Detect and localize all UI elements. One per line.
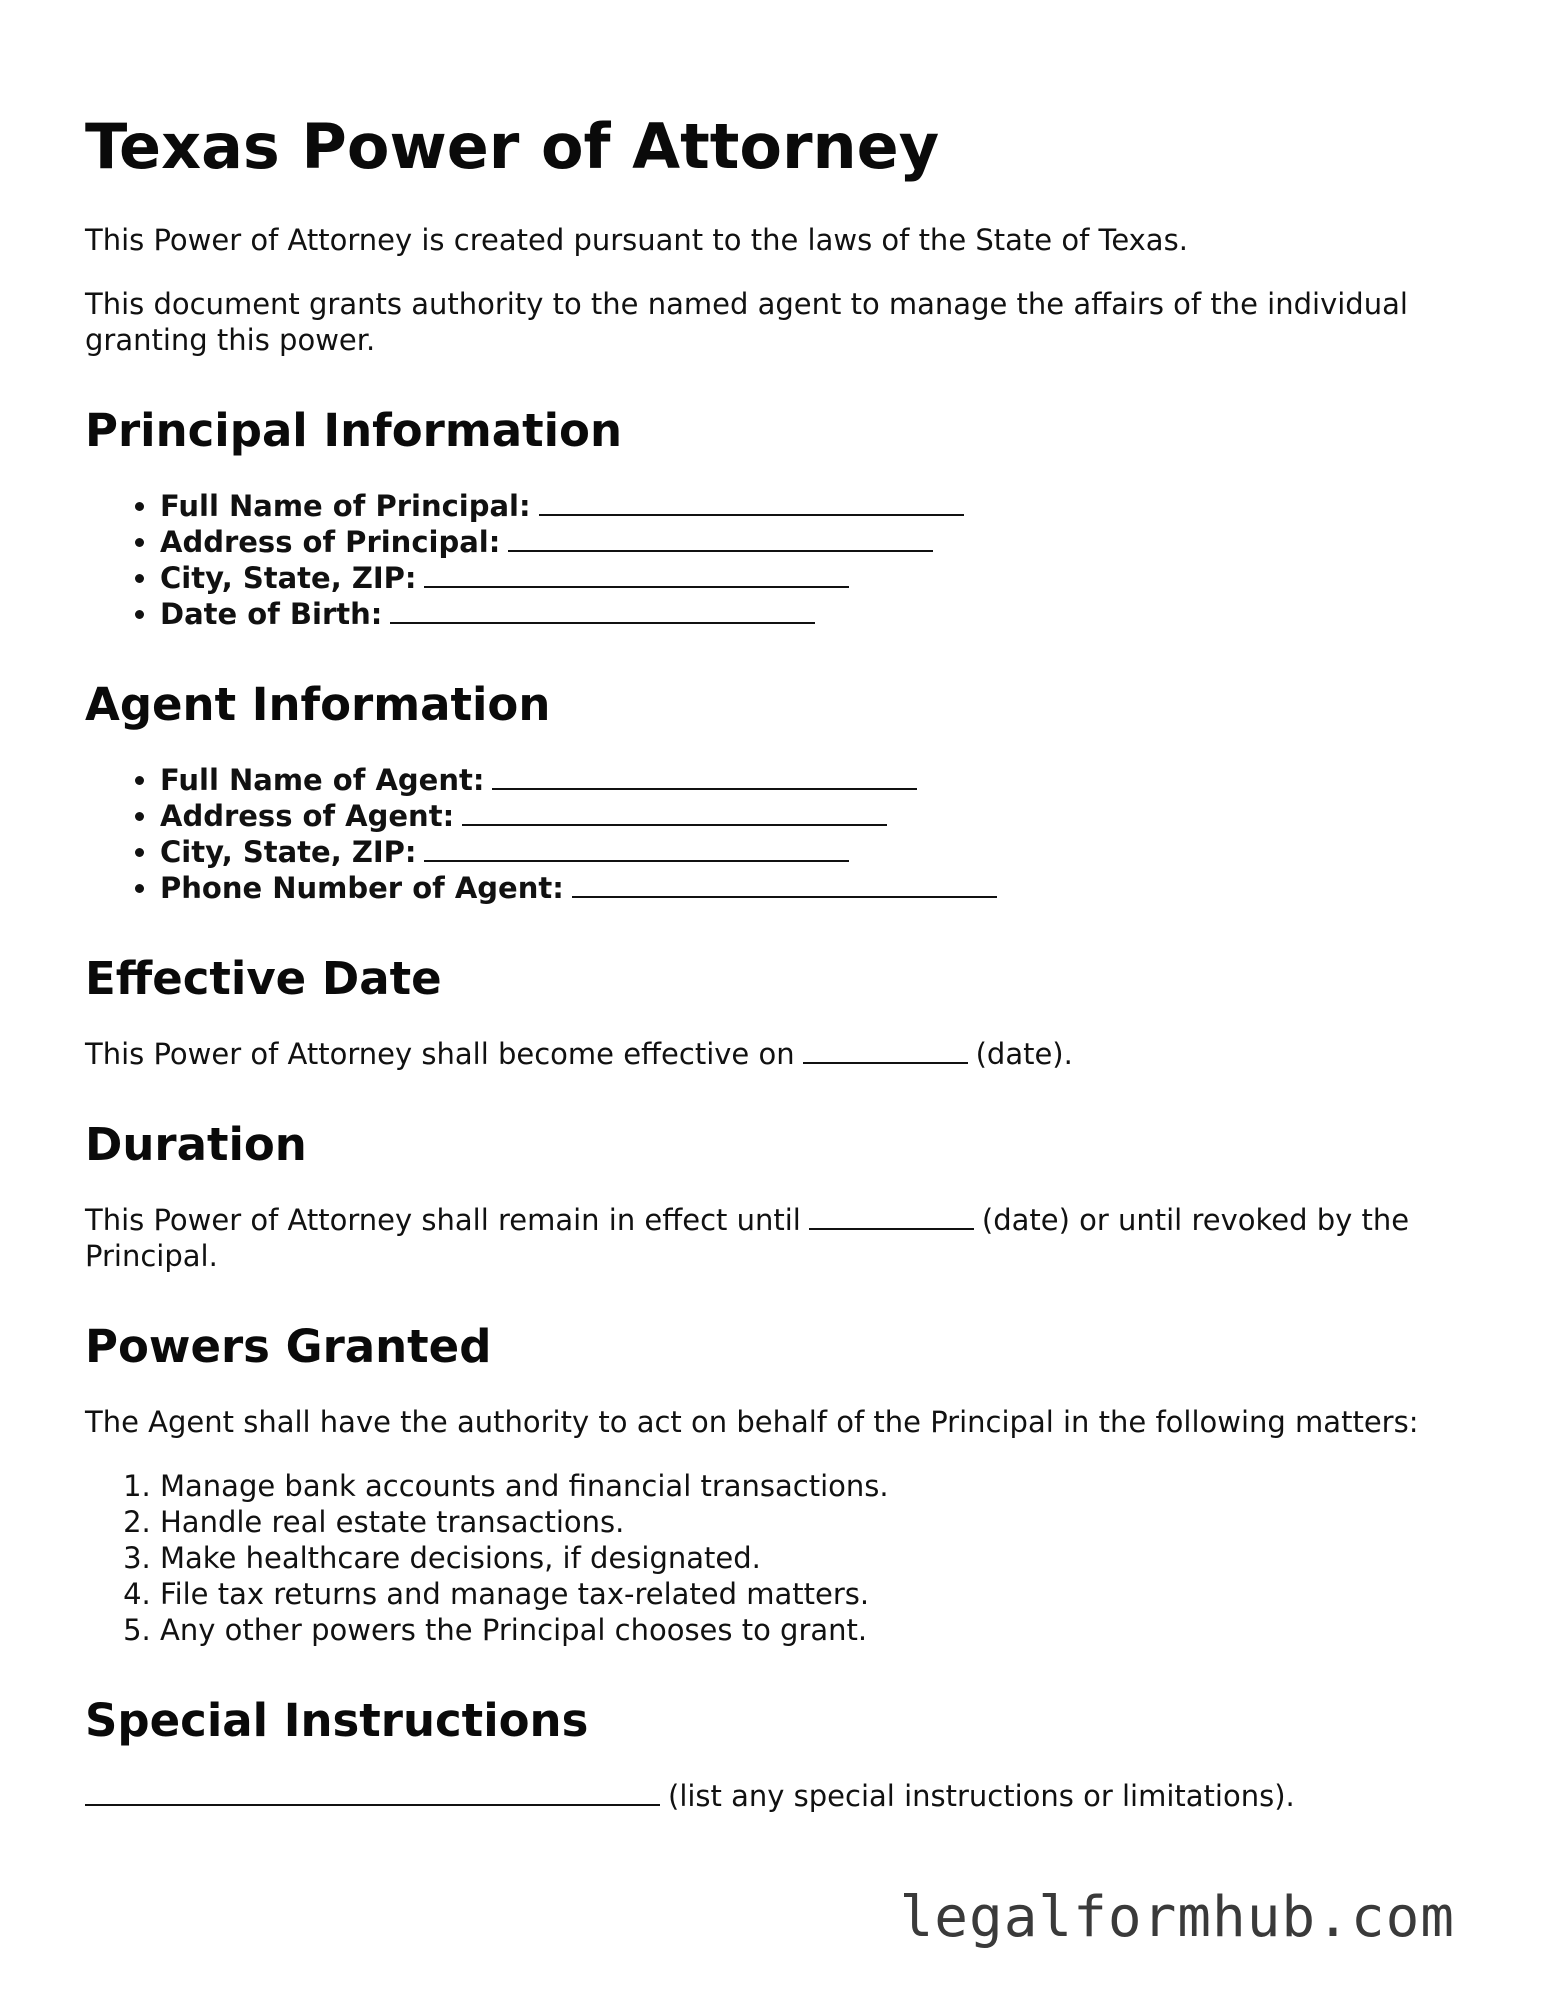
intro-paragraph-1: This Power of Attorney is created pursuant to the laws of the State of Texas. xyxy=(85,223,1188,258)
page-title: Texas Power of Attorney xyxy=(85,110,940,183)
agent-address-blank[interactable] xyxy=(462,798,887,826)
powers-section xyxy=(85,1320,1475,1648)
principal-heading: Principal Information xyxy=(85,404,623,458)
agent-phone-blank[interactable] xyxy=(572,870,997,898)
agent-name-blank[interactable] xyxy=(492,762,917,790)
principal-address-blank[interactable] xyxy=(508,524,933,552)
principal-field-name: • Full Name of Principal: xyxy=(160,488,1475,524)
agent-section xyxy=(85,678,1475,906)
special-heading: Special Instructions xyxy=(85,1694,589,1748)
principal-field-address: • Address of Principal: xyxy=(160,524,1475,560)
power-item: 4. File tax returns and manage tax-related matters. xyxy=(160,1576,1475,1612)
power-item: 3. Make healthcare decisions, if designated. xyxy=(160,1540,1475,1576)
principal-field-dob: • Date of Birth: xyxy=(160,596,1475,632)
site-watermark: legalformhub.com xyxy=(899,1885,1455,1950)
agent-field-city: • City, State, ZIP: xyxy=(160,834,1475,870)
special-instructions-blank[interactable] xyxy=(85,1778,660,1806)
agent-field-list xyxy=(85,762,1475,906)
power-item: 2. Handle real estate transactions. xyxy=(160,1504,1475,1540)
power-item: 5. Any other powers the Principal chooses to grant. xyxy=(160,1612,1475,1648)
principal-city-blank[interactable] xyxy=(424,560,849,588)
agent-field-name: • Full Name of Agent: xyxy=(160,762,1475,798)
powers-heading: Powers Granted xyxy=(85,1320,492,1374)
duration-heading: Duration xyxy=(85,1118,307,1172)
duration-date-blank[interactable] xyxy=(809,1202,974,1230)
duration-paragraph: This Power of Attorney shall remain in effect until (date) or until revoked by the Principal. xyxy=(85,1203,1410,1274)
principal-field-city: • City, State, ZIP: xyxy=(160,560,1475,596)
effective-date-blank[interactable] xyxy=(803,1036,968,1064)
power-item: 1. Manage bank accounts and financial transactions. xyxy=(160,1468,1475,1504)
agent-field-phone: • Phone Number of Agent: xyxy=(160,870,1475,906)
powers-list xyxy=(85,1468,1475,1648)
effective-heading: Effective Date xyxy=(85,952,442,1006)
principal-section xyxy=(85,404,1475,632)
principal-name-blank[interactable] xyxy=(539,488,964,516)
intro-paragraph-2: This document grants authority to the named agent to manage the affairs of the individual granting this power. xyxy=(85,287,1408,358)
document-page xyxy=(85,100,1475,1842)
effective-section xyxy=(85,952,1475,1072)
principal-field-list xyxy=(85,488,1475,632)
duration-section xyxy=(85,1118,1475,1274)
special-paragraph: (list any special instructions or limitations). xyxy=(85,1778,1475,1814)
special-section xyxy=(85,1694,1475,1814)
principal-dob-blank[interactable] xyxy=(390,596,815,624)
agent-city-blank[interactable] xyxy=(424,834,849,862)
powers-intro: The Agent shall have the authority to act on behalf of the Principal in the following matters: xyxy=(85,1405,1419,1440)
effective-paragraph: This Power of Attorney shall become effective on (date). xyxy=(85,1037,1073,1072)
agent-field-address: • Address of Agent: xyxy=(160,798,1475,834)
agent-heading: Agent Information xyxy=(85,678,551,732)
